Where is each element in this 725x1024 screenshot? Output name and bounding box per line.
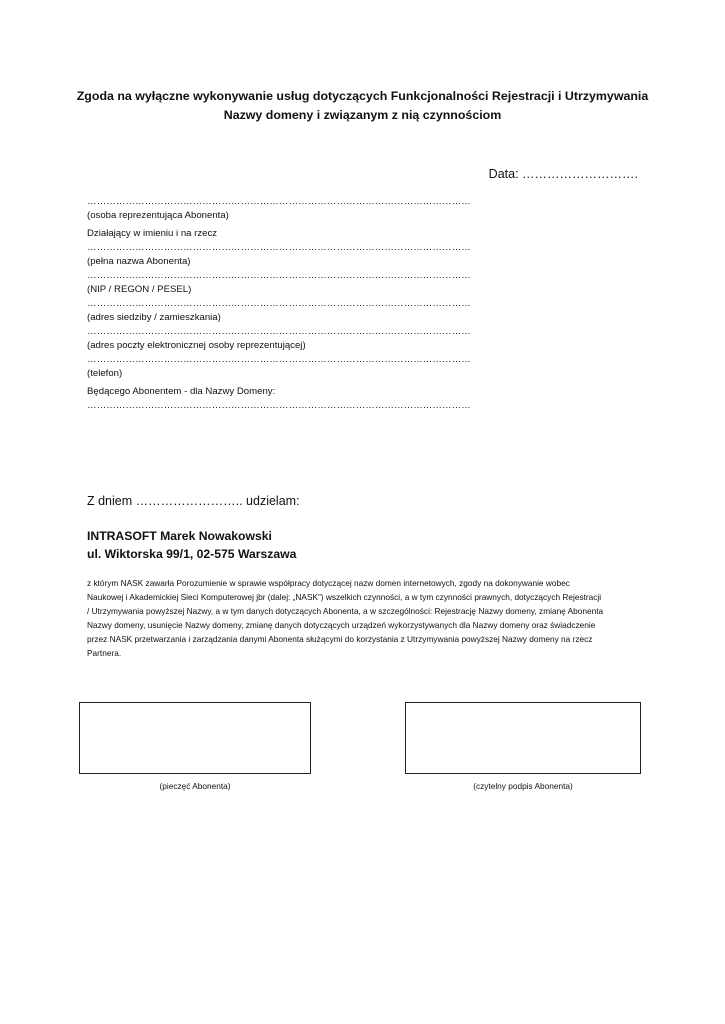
domain-name-dots: ………………………………………………………………………………………………………… bbox=[87, 400, 471, 411]
phone-label: (telefon) bbox=[87, 368, 123, 379]
partner-company bbox=[87, 527, 296, 563]
consent-paragraph bbox=[87, 576, 647, 660]
email-label: (adres poczty elektronicznej osoby reprezentującej) bbox=[87, 340, 306, 351]
representative-label: (osoba reprezentująca Abonenta) bbox=[87, 210, 229, 221]
stamp-box bbox=[79, 702, 311, 774]
tax-id-dots: ………………………………………………………………………………………………………… bbox=[87, 270, 471, 281]
signature-box bbox=[405, 702, 641, 774]
paragraph-line: Nazwy domeny, usunięcie Nazwy domeny, zmianę danych dotyczących urządzeń wykorzystywanych dla Nazwy domeny oraz świadczenie bbox=[87, 620, 596, 630]
title-line-2: Nazwy domeny i związanym z nią czynnościom bbox=[223, 108, 502, 122]
company-name: INTRASOFT Marek Nowakowski bbox=[87, 529, 272, 543]
company-address: ul. Wiktorska 99/1, 02-575 Warszawa bbox=[87, 547, 297, 561]
subscriber-name-label: (pełna nazwa Abonenta) bbox=[87, 256, 191, 267]
paragraph-line: przez NASK przetwarzania i zarządzania danymi Abonenta służącymi do korzystania z Utrzymywania powyższej Nazwy domeny na rzecz bbox=[87, 634, 593, 644]
title-line-1: Zgoda na wyłączne wykonywanie usług dotyczących Funkcjonalności Rejestracji i Utrzymywania bbox=[76, 89, 649, 103]
signature-caption: (czytelny podpis Abonenta) bbox=[473, 781, 573, 791]
grant-date-text: Z dniem …………………….. udzielam: bbox=[87, 494, 300, 508]
tax-id-label: (NIP / REGON / PESEL) bbox=[87, 284, 192, 295]
date-field: Data: ………………………. bbox=[488, 167, 638, 181]
paragraph-line: Naukowej i Akademickiej Sieci Komputerowej jbr (dalej: „NASK”) wszelkich czynności, a w tym czynności prawnych, dotyczących Rejestracji bbox=[87, 592, 602, 602]
paragraph-line: z którym NASK zawarła Porozumienie w sprawie współpracy dotyczącej nazw domen internetowych, zgody na dokonywanie wobec bbox=[87, 578, 570, 588]
address-label: (adres siedziby / zamieszkania) bbox=[87, 312, 221, 323]
paragraph-line: / Utrzymywania powyższej Nazwy, a w tym danych dotyczących Abonenta, a w szczególności: Rejestrację Nazwy domeny, zmianę Abonenta bbox=[87, 606, 604, 616]
stamp-caption: (pieczęć Abonenta) bbox=[159, 781, 231, 791]
subscriber-for-domain-text: Będącego Abonentem - dla Nazwy Domeny: bbox=[87, 386, 276, 397]
applicant-fields bbox=[87, 196, 471, 411]
document-title bbox=[40, 87, 685, 125]
address-dots: ………………………………………………………………………………………………………… bbox=[87, 298, 471, 309]
paragraph-line: Partnera. bbox=[87, 648, 122, 658]
acting-on-behalf-text: Działający w imieniu i na rzecz bbox=[87, 228, 218, 239]
subscriber-name-dots: ………………………………………………………………………………………………………… bbox=[87, 242, 471, 253]
email-dots: ………………………………………………………………………………………………………… bbox=[87, 326, 471, 337]
phone-dots: ………………………………………………………………………………………………………… bbox=[87, 354, 471, 365]
representative-dots: ………………………………………………………………………………………………………… bbox=[87, 196, 471, 207]
